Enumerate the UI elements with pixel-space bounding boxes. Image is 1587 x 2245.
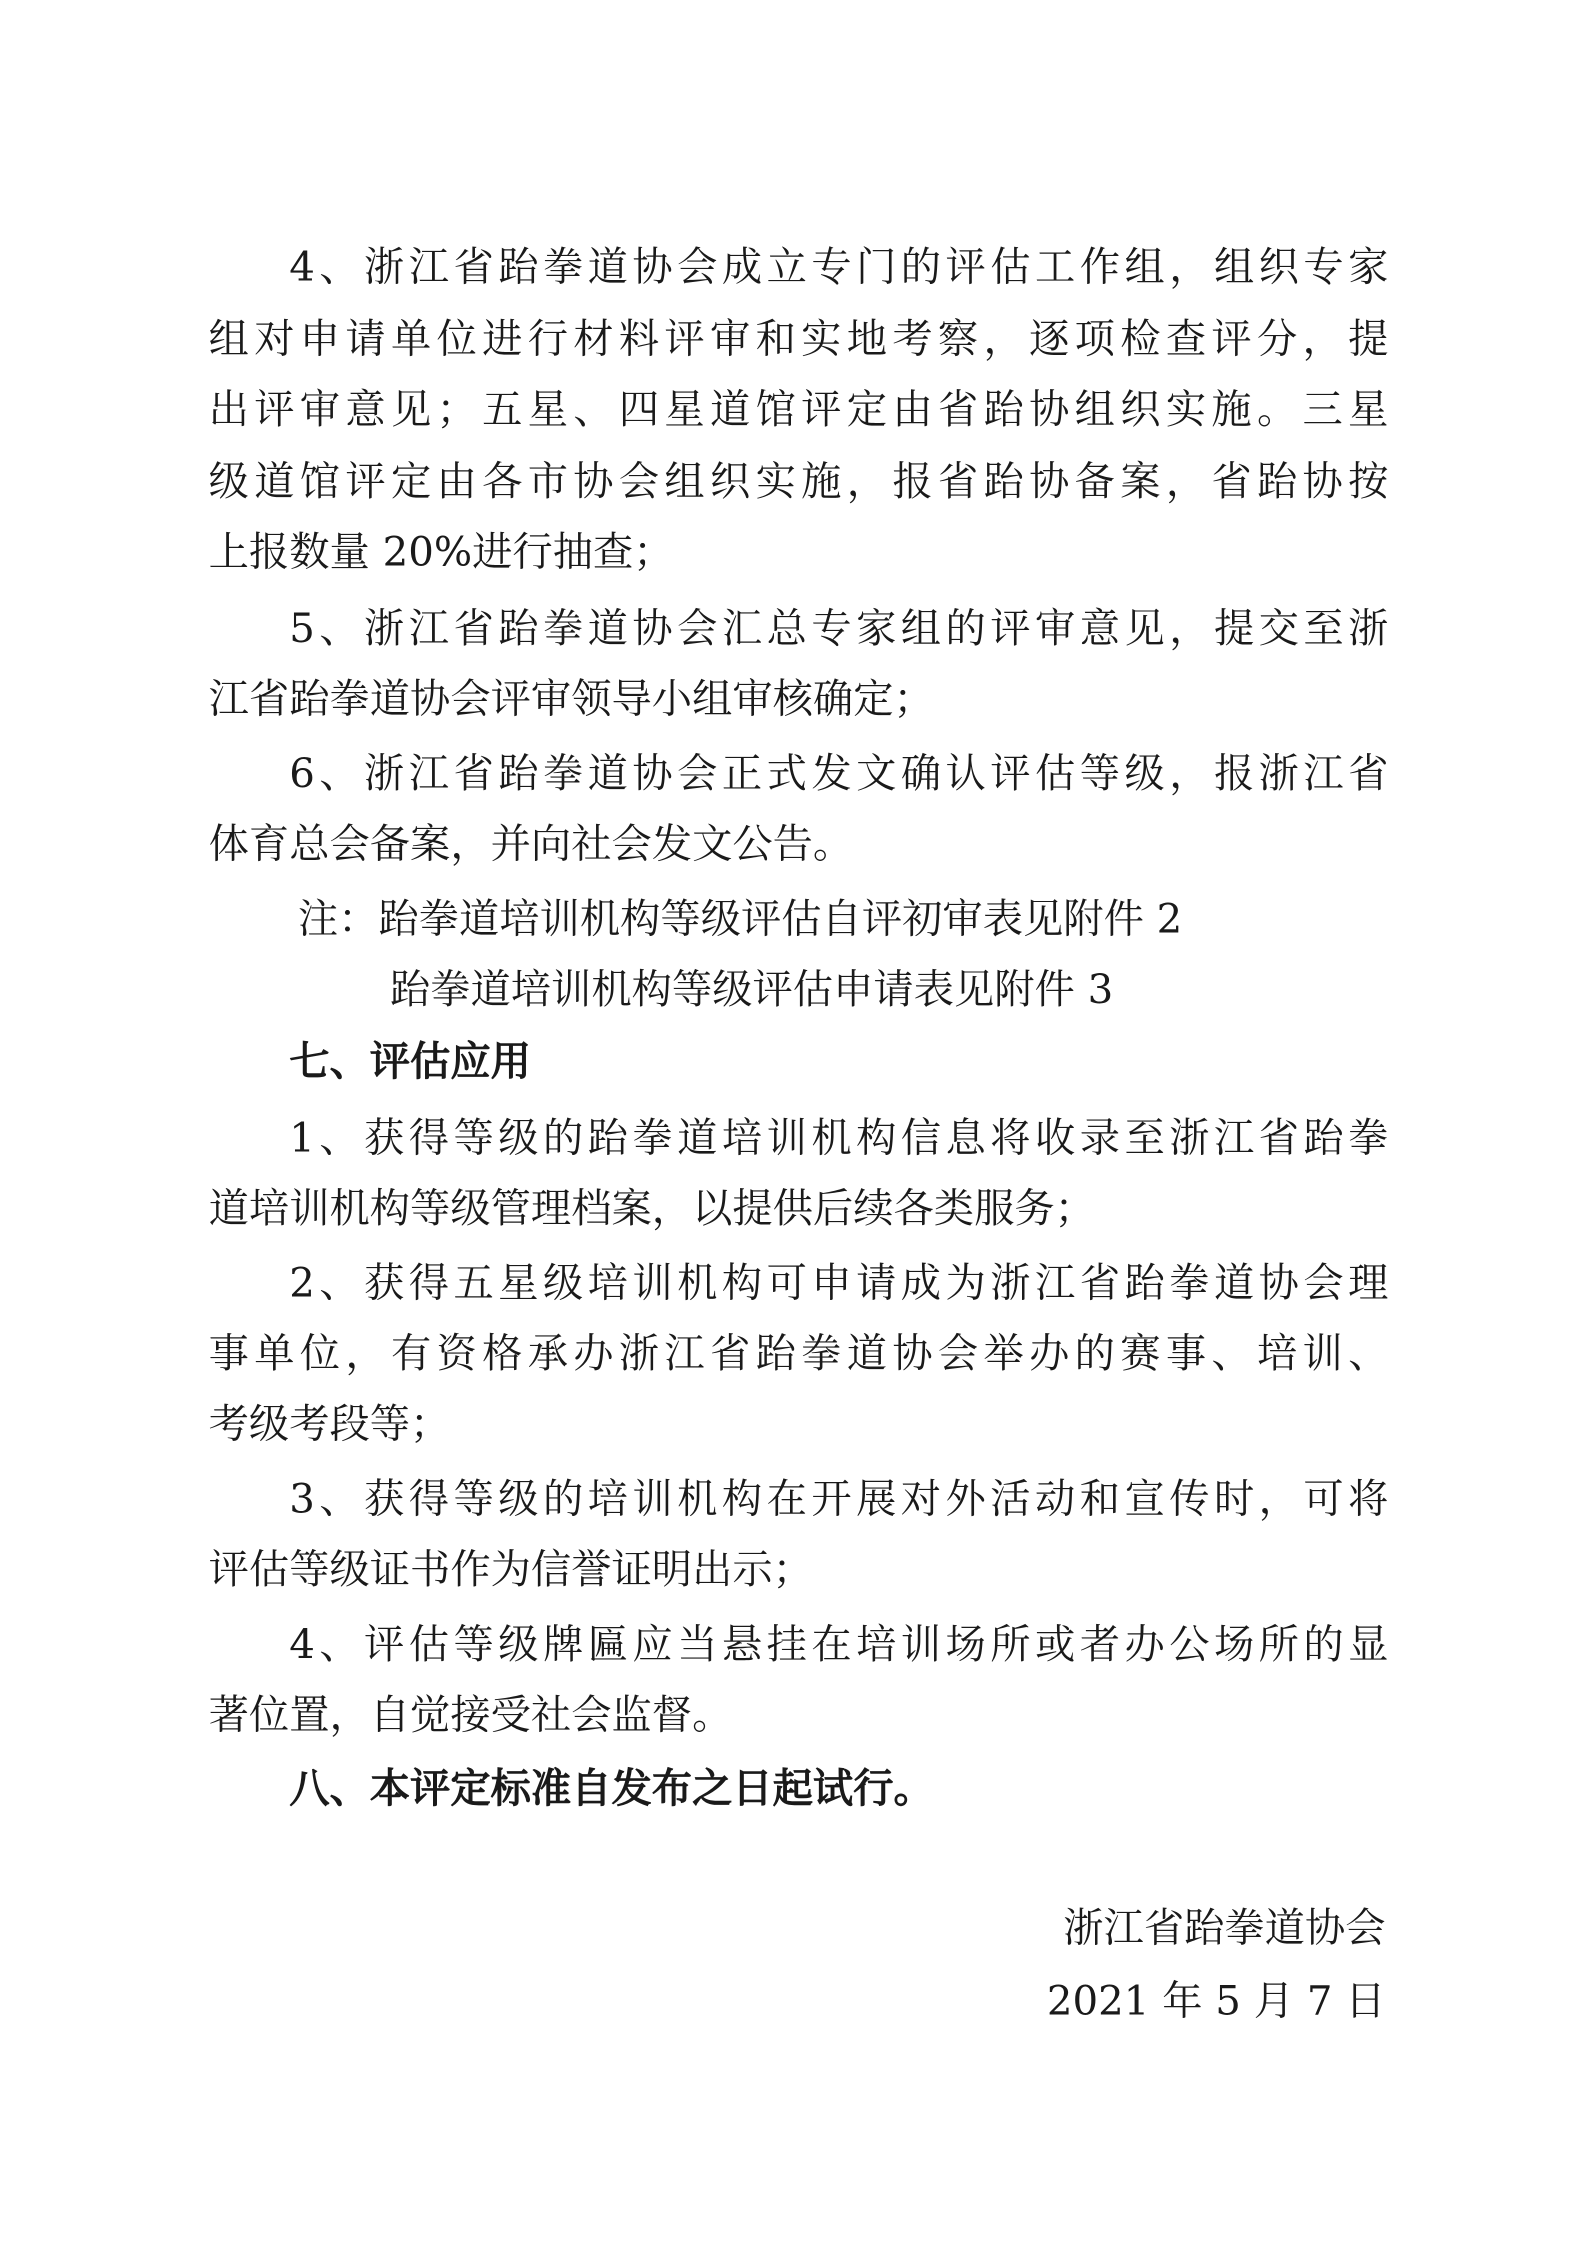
note-line: 注：跆拳道培训机构等级评估自评初审表见附件 2 [297,895,1183,943]
note-line: 跆拳道培训机构等级评估申请表见附件 3 [389,965,1114,1014]
paragraph-line: 出评审意见；五星、四星道馆评定由省跆协组织实施。三星 [208,385,1389,434]
signature-organization: 浙江省跆拳道协会 [1063,1903,1386,1952]
paragraph-line: 上报数量 20%进行抽查； [208,528,674,576]
paragraph-line: 评估等级证书作为信誉证明出示； [208,1545,813,1594]
paragraph-line: 1、获得等级的跆拳道培训机构信息将收录至浙江省跆拳 [289,1113,1389,1162]
paragraph-line: 6、浙江省跆拳道协会正式发文确认评估等级，报浙江省 [289,749,1389,798]
section-heading: 八、本评定标准自发布之日起试行。 [289,1764,934,1812]
section-heading: 七、评估应用 [289,1037,531,1086]
signature-date: 2021 年 5 月 7 日 [1046,1977,1386,2025]
paragraph-line: 3、获得等级的培训机构在开展对外活动和宣传时，可将 [289,1475,1389,1523]
paragraph-line: 5、浙江省跆拳道协会汇总专家组的评审意见，提交至浙 [289,604,1389,652]
paragraph-line: 2、获得五星级培训机构可申请成为浙江省跆拳道协会理 [289,1259,1389,1307]
paragraph-line: 道培训机构等级管理档案，以提供后续各类服务； [208,1184,1095,1232]
paragraph-line: 事单位，有资格承办浙江省跆拳道协会举办的赛事、培训、 [208,1329,1389,1378]
paragraph-line: 著位置，自觉接受社会监督。 [208,1690,733,1739]
paragraph-line: 江省跆拳道协会评审领导小组审核确定； [208,674,934,723]
paragraph-line: 4、评估等级牌匾应当悬挂在培训场所或者办公场所的显 [289,1620,1389,1668]
paragraph-line: 组对申请单位进行材料评审和实地考察，逐项检查评分，提 [208,315,1389,363]
paragraph-line: 考级考段等； [208,1400,451,1448]
paragraph-line: 4、浙江省跆拳道协会成立专门的评估工作组，组织专家 [289,243,1389,291]
paragraph-line: 级道馆评定由各市协会组织实施，报省跆协备案，省跆协按 [208,457,1389,506]
paragraph-line: 体育总会备案，并向社会发文公告。 [208,820,854,868]
